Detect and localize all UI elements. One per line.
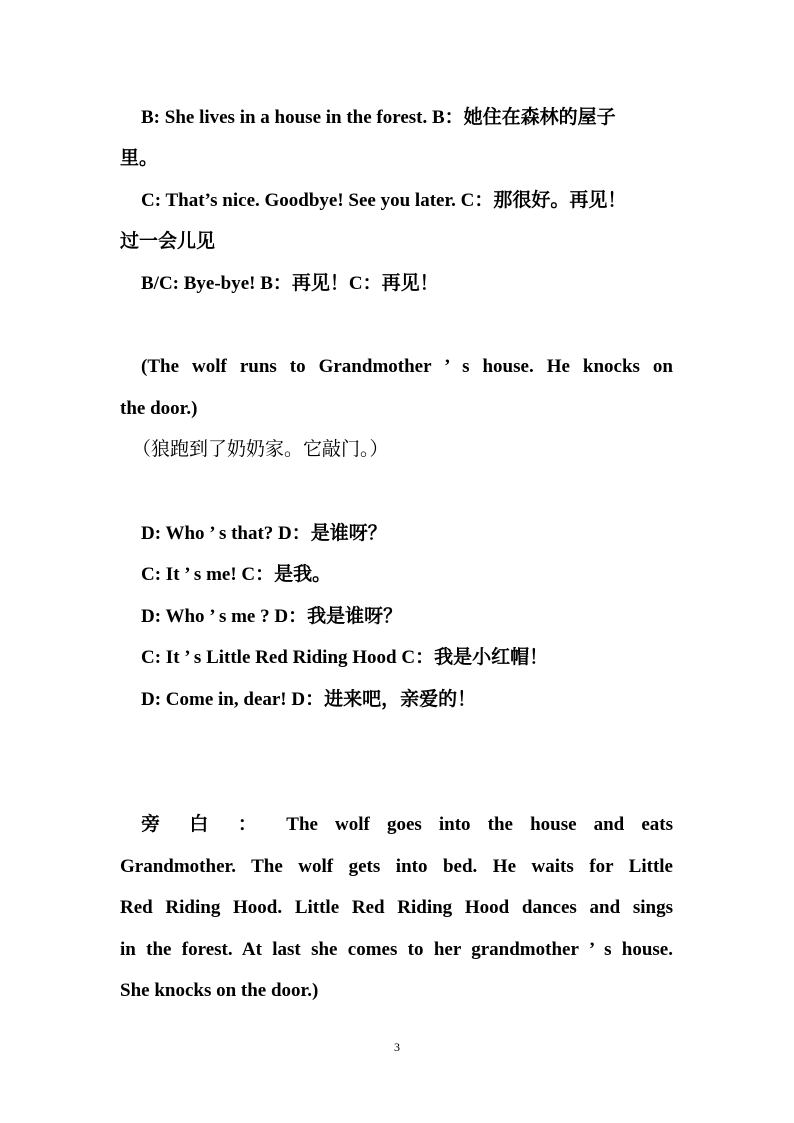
- text-line-11: D: Who ’ s me ? D：我是谁呀？: [141, 606, 403, 627]
- text-line-16: Red Riding Hood. Little Red Riding Hood dances and sings: [120, 897, 673, 918]
- text-line-17: in the forest. At last she comes to her grandmother ’ s house.: [120, 939, 673, 960]
- text-line-8: （狼跑到了奶奶家。它敲门。）: [132, 439, 389, 460]
- text-line-14: 旁 白 ： The wolf goes into the house and eats: [141, 814, 673, 835]
- text-line-2: 里。: [120, 148, 159, 169]
- text-line-7: the door.): [120, 398, 198, 419]
- text-line-12: C: It ’ s Little Red Riding Hood C：我是小红帽！: [141, 647, 549, 668]
- text-line-5: B/C: Bye-bye! B：再见！C：再见！: [141, 273, 439, 294]
- text-line-13: D: Come in, dear! D：进来吧，亲爱的！: [141, 689, 477, 710]
- text-line-1: B: She lives in a house in the forest. B：她住在森林的屋子: [141, 107, 616, 128]
- page-number: 3: [394, 1040, 400, 1054]
- text-line-15: Grandmother. The wolf gets into bed. He waits for Little: [120, 856, 673, 877]
- text-line-10: C: It ’ s me! C：是我。: [141, 564, 332, 585]
- text-line-6: (The wolf runs to Grandmother ’ s house. He knocks on: [141, 356, 673, 377]
- text-line-9: D: Who ’ s that? D：是谁呀？: [141, 523, 387, 544]
- text-line-4: 过一会儿见: [120, 231, 216, 252]
- text-line-3: C: That’s nice. Goodbye! See you later. C：那很好。再见！: [141, 190, 627, 211]
- text-line-18: She knocks on the door.): [120, 980, 319, 1001]
